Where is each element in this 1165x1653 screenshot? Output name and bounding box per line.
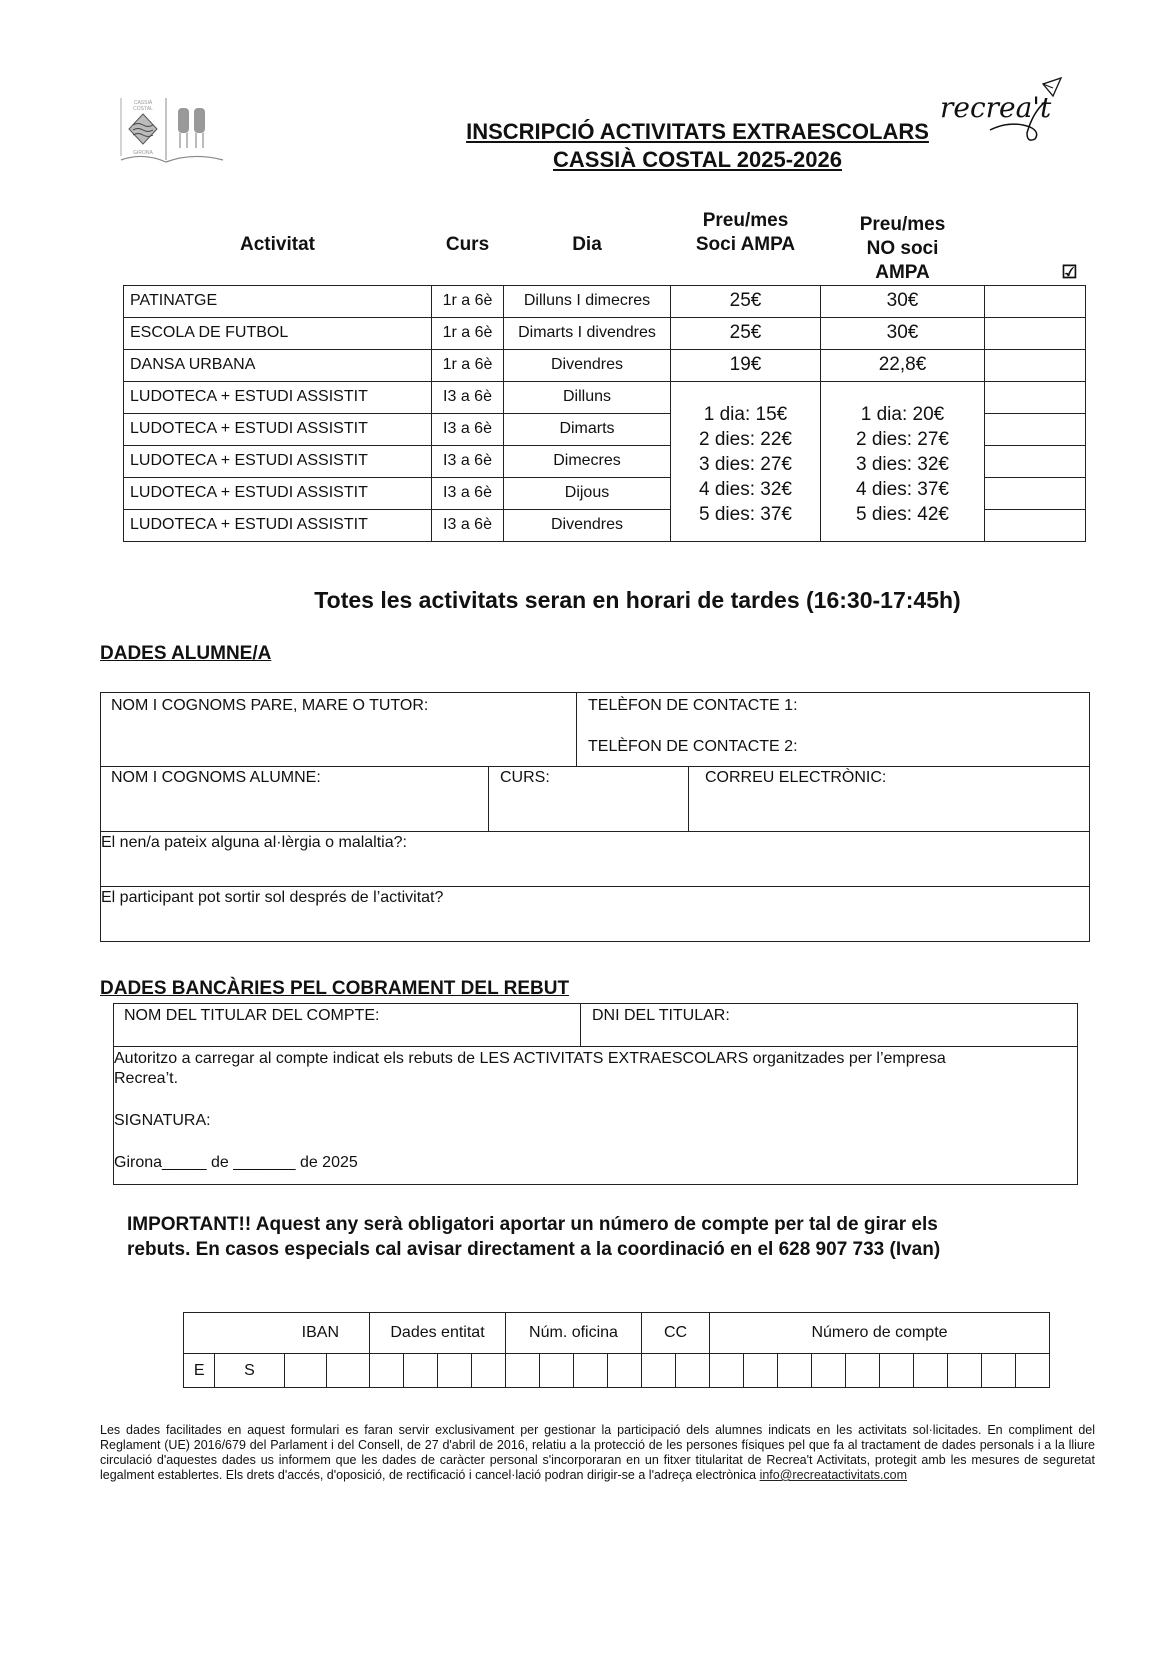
account-cell[interactable] bbox=[812, 1354, 846, 1388]
select-checkbox-ludoteca-dijous[interactable] bbox=[985, 477, 1086, 509]
phone1-field[interactable]: TELÈFON DE CONTACTE 1: bbox=[588, 697, 798, 714]
parent-name-field[interactable]: NOM I COGNOMS PARE, MARE O TUTOR: bbox=[111, 697, 429, 714]
authorization-text-cont: Recrea’t. bbox=[114, 1070, 179, 1087]
recreat-logo-text: recrea't bbox=[940, 91, 1052, 124]
iban-cell[interactable] bbox=[284, 1354, 327, 1388]
ludoteca-nosoci-prices: 1 dia: 20€ 2 dies: 27€ 3 dies: 32€ 4 dies: 37€ 5 dies: 42€ bbox=[821, 381, 985, 541]
checkbox-checked-icon: ☑ bbox=[1061, 261, 1078, 282]
entity-cell[interactable] bbox=[472, 1354, 506, 1388]
account-cell[interactable] bbox=[744, 1354, 778, 1388]
important-notice: IMPORTANT!! Aquest any serà obligatori aportar un número de compte per tal de girar els rebuts. En casos especials cal avisar directament a la coordinació en el 628 907 733 (Ivan) bbox=[127, 1214, 941, 1260]
course-field[interactable]: CURS: bbox=[500, 769, 550, 786]
account-cell[interactable] bbox=[914, 1354, 948, 1388]
bank-section-heading: DADES BANCÀRIES PEL COBRAMENT DEL REBUT bbox=[100, 978, 570, 999]
place-date-field[interactable]: Girona_____ de _______ de 2025 bbox=[114, 1154, 358, 1171]
table-row: LUDOTECA + ESTUDI ASSISTIT I3 a 6è Dimarts bbox=[124, 413, 1086, 445]
col-header-dia: Dia bbox=[572, 233, 602, 255]
entity-cell[interactable] bbox=[370, 1354, 404, 1388]
cc-header: CC bbox=[642, 1313, 710, 1354]
office-header: Núm. oficina bbox=[506, 1313, 642, 1354]
svg-text:CASSIÀ: CASSIÀ bbox=[133, 100, 153, 106]
iban-header: IBAN bbox=[184, 1313, 370, 1354]
select-checkbox-ludoteca-dimecres[interactable] bbox=[985, 445, 1086, 477]
account-cell[interactable] bbox=[982, 1354, 1016, 1388]
col-header-soci: Preu/mes Soci AMPA bbox=[695, 209, 796, 255]
col-header-curs: Curs bbox=[445, 233, 490, 255]
office-cell[interactable] bbox=[540, 1354, 574, 1388]
select-checkbox-dansa[interactable] bbox=[985, 349, 1086, 381]
table-row: LUDOTECA + ESTUDI ASSISTIT I3 a 6è Dimecres bbox=[124, 445, 1086, 477]
entity-header: Dades entitat bbox=[370, 1313, 506, 1354]
page-subtitle: CASSIÀ COSTAL 2025-2026 bbox=[553, 147, 842, 172]
select-checkbox-patinatge[interactable] bbox=[985, 285, 1086, 317]
table-row: ESCOLA DE FUTBOL 1r a 6è Dimarts I divendres 25€ 30€ bbox=[124, 317, 1086, 349]
contact-email-link[interactable]: info@recreatactivitats.com bbox=[759, 1468, 908, 1482]
student-name-field[interactable]: NOM I COGNOMS ALUMNE: bbox=[111, 769, 321, 786]
holder-name-field[interactable]: NOM DEL TITULAR DEL COMPTE: bbox=[124, 1007, 380, 1024]
select-checkbox-ludoteca-dimarts[interactable] bbox=[985, 413, 1086, 445]
allergy-field[interactable]: El nen/a pateix alguna al·lèrgia o malaltia?: bbox=[101, 834, 407, 851]
office-cell[interactable] bbox=[574, 1354, 608, 1388]
iban-cell[interactable] bbox=[327, 1354, 370, 1388]
table-row: LUDOTECA + ESTUDI ASSISTIT I3 a 6è Dijous bbox=[124, 477, 1086, 509]
student-section-heading: DADES ALUMNE/A bbox=[100, 643, 272, 664]
svg-text:GIRONA: GIRONA bbox=[133, 150, 153, 156]
account-number-header: Número de compte bbox=[710, 1313, 1050, 1354]
select-checkbox-ludoteca-dilluns[interactable] bbox=[985, 381, 1086, 413]
legal-notice: Les dades facilitades en aquest formulari es faran servir exclusivament per gestionar la participació dels alumnes indicats en les activitats sol·licitades. En compliment del Reglament (UE) 2016/679 del Parlament i del Consell, de 27 d'abril de 2016, relatiu a la protecció de les persones físiques pel que fa al tractament de dades personals i a la lliure circulació d'aquestes dades us informem que les dades de caràcter personal s'incorporaran en un fitxer titularitat de Recrea't Activitats, protegit amb les mesures de seguretat legalment establertes. Els drets d'accés, d'oposició, de rectificació i cancel·lació podran dirigir-se a l'adreça electrònica info@recreatactivitats.com bbox=[100, 1423, 1095, 1482]
account-cell[interactable] bbox=[778, 1354, 812, 1388]
signature-field[interactable]: SIGNATURA: bbox=[114, 1112, 211, 1129]
select-checkbox-ludoteca-divendres[interactable] bbox=[985, 509, 1086, 541]
col-header-check bbox=[985, 205, 1086, 285]
account-cell[interactable] bbox=[846, 1354, 880, 1388]
account-cell[interactable] bbox=[948, 1354, 982, 1388]
email-field[interactable]: CORREU ELECTRÒNIC: bbox=[705, 769, 887, 786]
student-form bbox=[100, 692, 1090, 942]
office-cell[interactable] bbox=[506, 1354, 540, 1388]
authorization-text: Autoritzo a carregar al compte indicat els rebuts de LES ACTIVITATS EXTRAESCOLARS organitzades per l’empresa bbox=[114, 1050, 946, 1067]
cc-cell[interactable] bbox=[676, 1354, 710, 1388]
entity-cell[interactable] bbox=[404, 1354, 438, 1388]
ludoteca-soci-prices: 1 dia: 15€ 2 dies: 22€ 3 dies: 27€ 4 dies: 32€ 5 dies: 37€ bbox=[671, 381, 821, 541]
cc-cell[interactable] bbox=[642, 1354, 676, 1388]
page-title: INSCRIPCIÓ ACTIVITATS EXTRAESCOLARS bbox=[466, 119, 929, 144]
svg-text:COSTAL: COSTAL bbox=[133, 106, 153, 112]
select-checkbox-futbol[interactable] bbox=[985, 317, 1086, 349]
table-row: PATINATGE 1r a 6è Dilluns I dimecres 25€ 30€ bbox=[124, 285, 1086, 317]
iban-cell: S bbox=[215, 1354, 284, 1388]
phone2-field[interactable]: TELÈFON DE CONTACTE 2: bbox=[588, 738, 798, 755]
entity-cell[interactable] bbox=[438, 1354, 472, 1388]
bank-form bbox=[113, 1003, 1078, 1185]
activities-table bbox=[123, 205, 1086, 542]
holder-dni-field[interactable]: DNI DEL TITULAR: bbox=[592, 1007, 730, 1024]
iban-table bbox=[183, 1312, 1050, 1388]
table-row: LUDOTECA + ESTUDI ASSISTIT I3 a 6è Dilluns 1 dia: 15€ 2 dies: 22€ 3 dies: 27€ 4 dies: 32€ 5 dies: 37€ 1 dia: 20€ 2 dies: 27€ 3 dies: 32€ 4 dies: 37€ 5 dies: 42€ bbox=[124, 381, 1086, 413]
office-cell[interactable] bbox=[608, 1354, 642, 1388]
schedule-note: Totes les activitats seran en horari de tardes (16:30-17:45h) bbox=[314, 587, 961, 613]
iban-cell: E bbox=[184, 1354, 215, 1388]
table-row: DANSA URBANA 1r a 6è Divendres 19€ 22,8€ bbox=[124, 349, 1086, 381]
account-cell[interactable] bbox=[710, 1354, 744, 1388]
table-row: LUDOTECA + ESTUDI ASSISTIT I3 a 6è Divendres bbox=[124, 509, 1086, 541]
col-header-nosoci: Preu/mes NO soci AMPA bbox=[859, 213, 946, 283]
leave-alone-field[interactable]: El participant pot sortir sol després de l’activitat? bbox=[101, 889, 444, 906]
col-header-activitat: Activitat bbox=[240, 233, 315, 255]
account-cell[interactable] bbox=[1016, 1354, 1050, 1388]
account-cell[interactable] bbox=[880, 1354, 914, 1388]
